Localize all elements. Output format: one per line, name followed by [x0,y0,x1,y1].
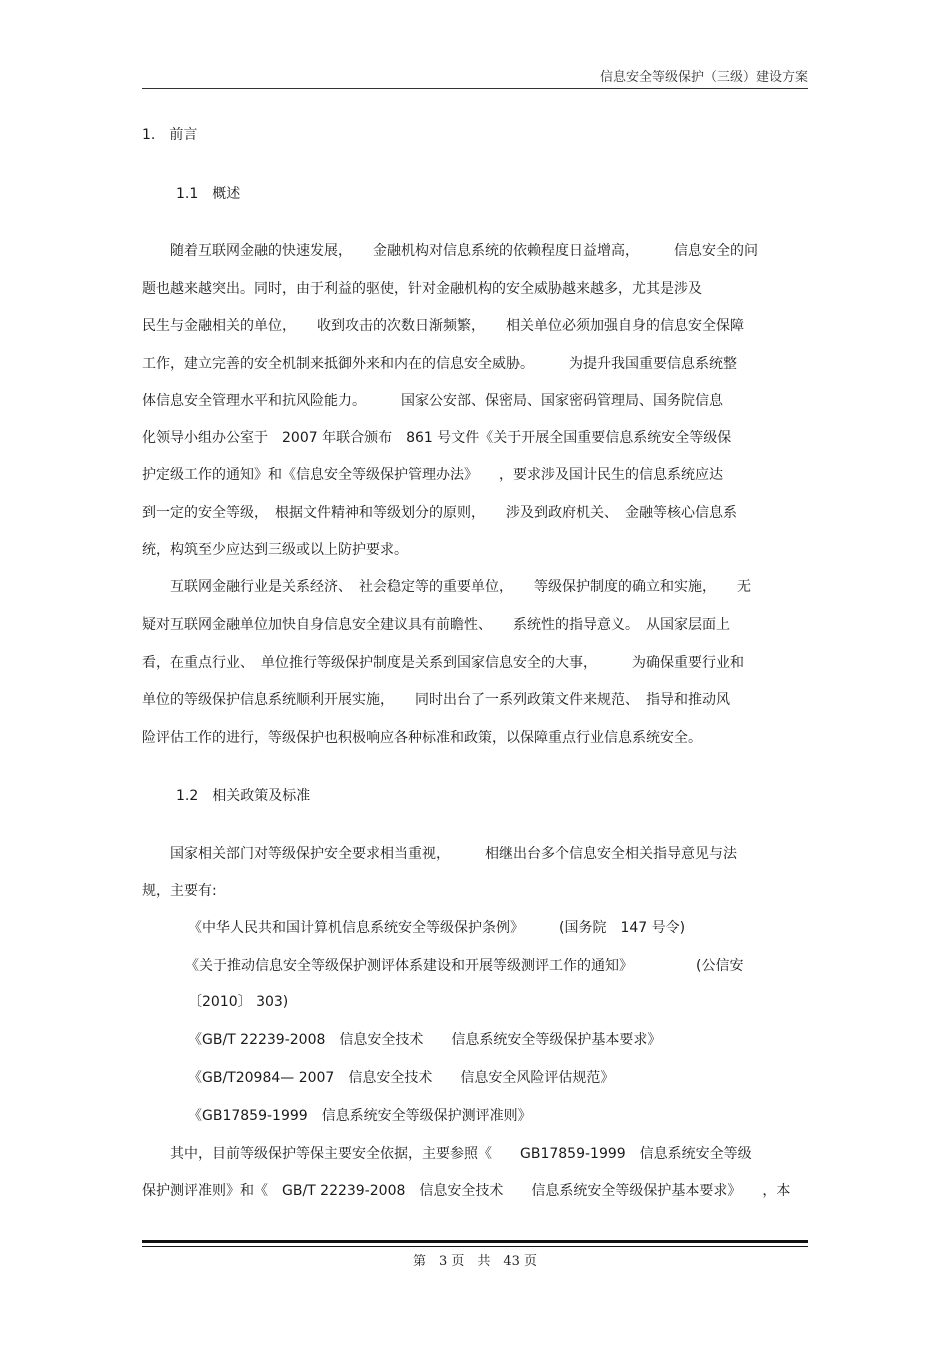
text-line: 工作，建立完善的安全机制来抵御外来和内在的信息安全威胁。 为提升我国重要信息系统整 [142,356,737,372]
text-line: 题也越来越突出。同时，由于利益的驱使，针对金融机构的安全威胁越来越多，尤其是涉及 [142,281,702,297]
text-line: 化领导小组办公室于 2007 年联合颁布 861 号文件《关于开展全国重要信息系统安全等级保 [142,430,732,446]
text-line: 民生与金融相关的单位， 收到攻击的次数日渐频繁， 相关单位必须加强自身的信息安全保障 [142,318,744,334]
text-line: 单位的等级保护信息系统顺利开展实施， 同时出台了一系列政策文件来规范、 指导和推动风 [142,692,730,708]
section-1-title: 1. 前言 [142,127,198,143]
text-line: 其中，目前等级保护等保主要安全依据，主要参照《 GB17859-1999 信息系统安全等级 [142,1146,752,1162]
header-divider [142,88,808,89]
text-line: 规，主要有: [142,883,217,899]
text-line: 国家相关部门对等级保护安全要求相当重视， 相继出台多个信息安全相关指导意见与法 [142,846,737,862]
text-line: 护定级工作的通知》和《信息安全等级保护管理办法》 ，要求涉及国计民生的信息系统应达 [142,467,723,483]
text-line: 互联网金融行业是关系经济、 社会稳定等的重要单位， 等级保护制度的确立和实施， 无 [142,579,751,595]
standard-item: 《GB/T 22239-2008 信息安全技术 信息系统安全等级保护基本要求》 [188,1032,662,1048]
standard-item: 《中华人民共和国计算机信息系统安全等级保护条例》 (国务院 147 号令) [188,920,686,936]
text-line: 疑对互联网金融单位加快自身信息安全建议具有前瞻性、 系统性的指导意义。 从国家层面上 [142,617,730,633]
footer-divider-thick [142,1240,808,1243]
standard-item: 《GB/T20984— 2007 信息安全技术 信息安全风险评估规范》 [188,1070,615,1086]
standard-item: 《关于推动信息安全等级保护测评体系建设和开展等级测评工作的通知》 (公信安 [178,958,744,974]
section-1-2-title: 1.2 相关政策及标准 [176,788,311,804]
standard-item: 《GB17859-1999 信息系统安全等级保护测评准则》 [188,1108,532,1124]
text-line: 统，构筑至少应达到三级或以上防护要求。 [142,542,408,558]
text-line: 到一定的安全等级， 根据文件精神和等级划分的原则， 涉及到政府机关、 金融等核心信息系 [142,505,737,521]
text-line: 体信息安全管理水平和抗风险能力。 国家公安部、保密局、国家密码管理局、国务院信息 [142,393,723,409]
header-title: 信息安全等级保护（三级）建设方案 [599,70,808,85]
text-line: 看，在重点行业、 单位推行等级保护制度是关系到国家信息安全的大事， 为确保重要行业和 [142,655,744,671]
text-line: 随着互联网金融的快速发展， 金融机构对信息系统的依赖程度日益增高， 信息安全的问 [142,243,758,259]
section-1-1-title: 1.1 概述 [176,186,241,202]
text-line: 保护测评准则》和《 GB/T 22239-2008 信息安全技术 信息系统安全等级保护基本要求》 ，本 [142,1183,791,1199]
text-line: 险评估工作的进行，等级保护也积极响应各种标准和政策，以保障重点行业信息系统安全。 [142,730,702,746]
standard-item: 〔2010〕 303) [188,994,289,1010]
footer-divider-thin [142,1246,808,1247]
page-number: 第 3 页 共 43 页 [412,1254,538,1269]
